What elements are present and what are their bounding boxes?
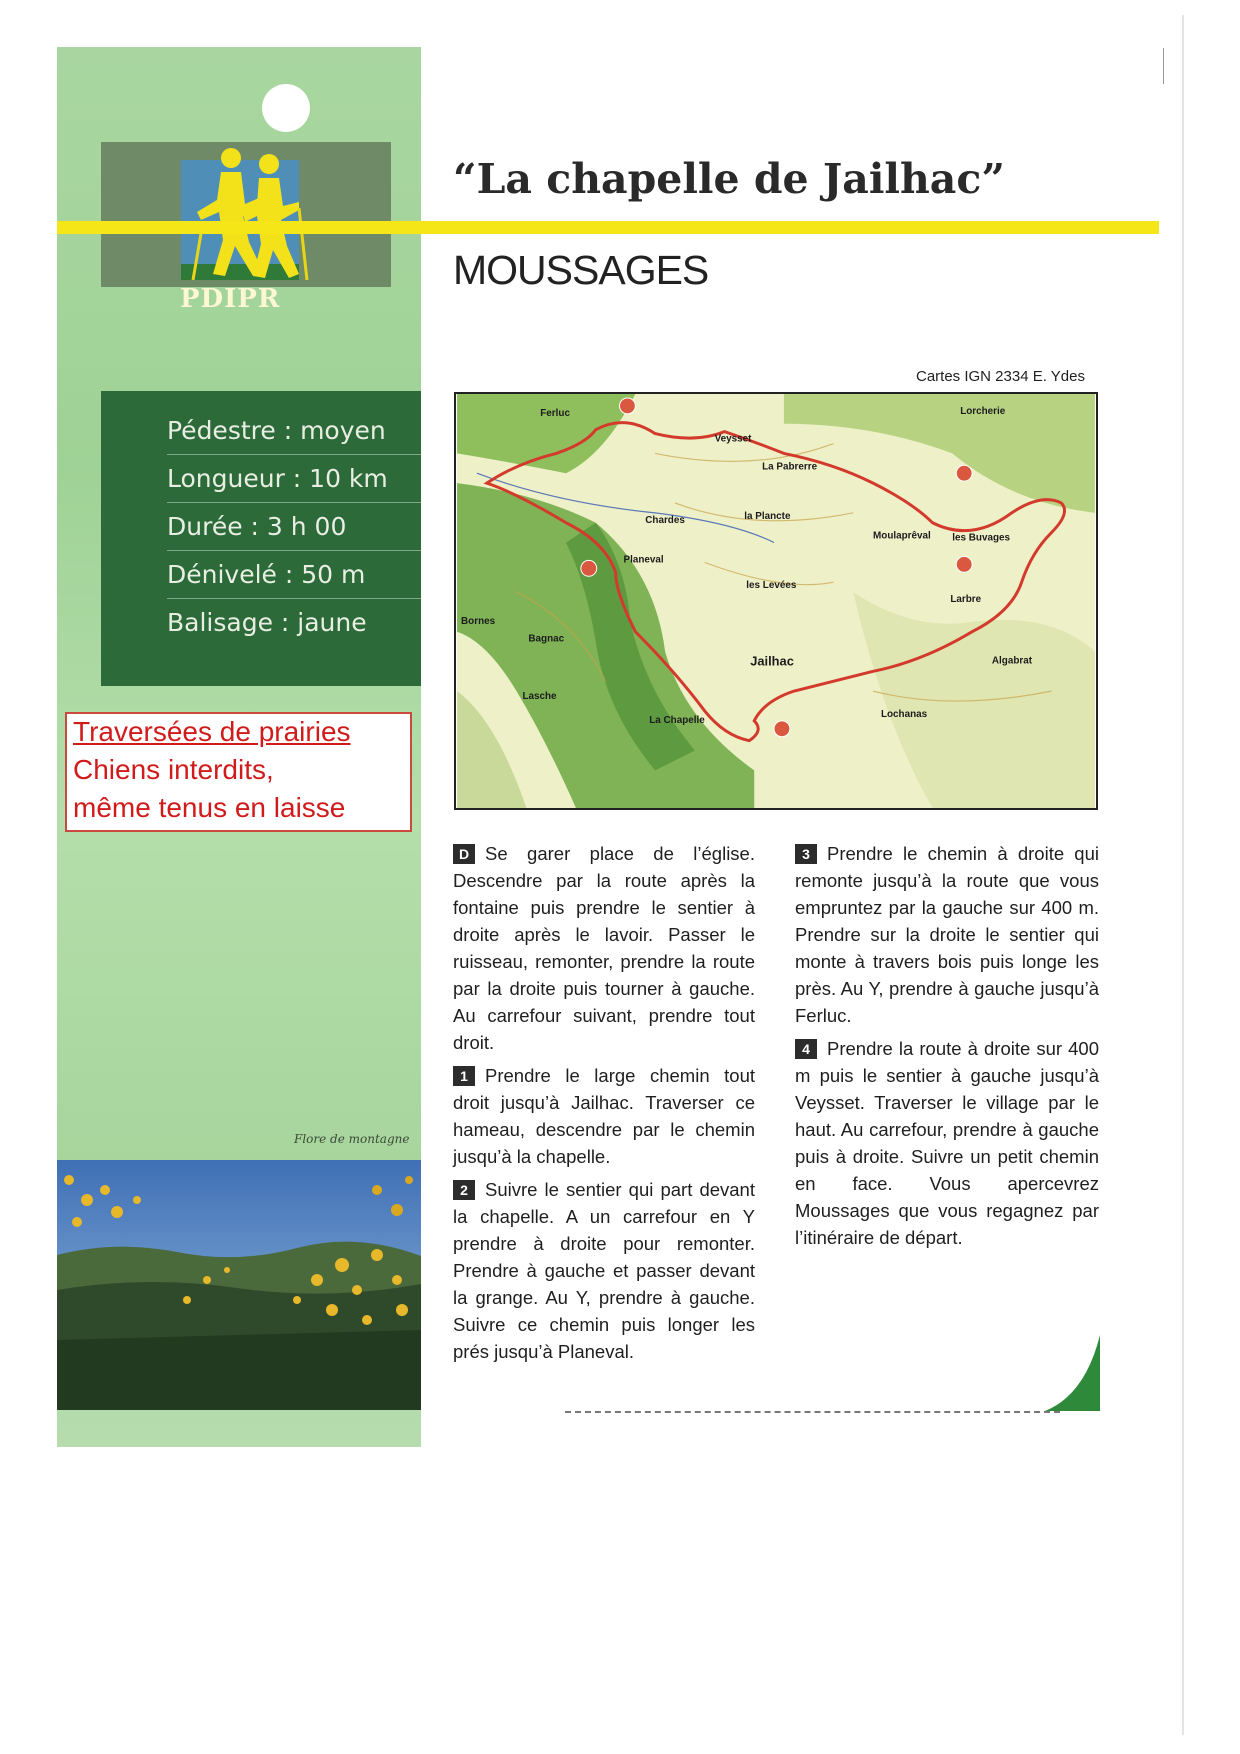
svg-text:Lasche: Lasche (522, 691, 557, 703)
yellow-band (57, 221, 1159, 234)
flora-photo (57, 1160, 421, 1410)
svg-text:Algabrat: Algabrat (991, 655, 1033, 667)
svg-text:Veysset: Veysset (714, 433, 752, 445)
step-2 (453, 1176, 755, 1365)
hikers-icon (173, 142, 323, 287)
instructions-column-1 (453, 840, 755, 1371)
step-number: 1 (453, 1066, 475, 1086)
warning-line-2: Chiens interdits, (73, 754, 274, 785)
warning-box (65, 712, 412, 832)
route-map (454, 392, 1098, 810)
page-corner-decoration (1045, 1335, 1105, 1415)
step-text: Prendre le large chemin tout droit jusqu’à Jailhac. Traverser ce hameau, descendre par le chemin jusqu’à la chapelle. (453, 1065, 755, 1167)
info-length: Longueur : 10 km (167, 455, 421, 503)
svg-text:Bornes: Bornes (461, 615, 496, 627)
step-start (453, 840, 755, 1056)
svg-text:Planeval: Planeval (623, 554, 664, 566)
page-edge-line (1182, 15, 1184, 1735)
info-difficulty: Pédestre : moyen (167, 407, 421, 455)
svg-text:Chardes: Chardes (645, 514, 685, 526)
svg-text:les Levées: les Levées (746, 580, 797, 592)
info-marking: Balisage : jaune (167, 608, 367, 637)
page-title: “La chapelle de Jailhac” (453, 155, 1005, 203)
step-text: Suivre le sentier qui part devant la chapelle. A un carrefour en Y prendre à droite pour remonter. Prendre à gauche et passer devant la grange. Au Y, prendre à gauche. Suivre ce chemin puis longer les prés jusqu’à Planeval. (453, 1179, 755, 1362)
instructions-column-2 (795, 840, 1099, 1257)
info-duration: Durée : 3 h 00 (167, 503, 421, 551)
svg-text:la Plancte: la Plancte (744, 510, 791, 522)
step-number: 2 (453, 1180, 475, 1200)
photo-caption: Flore de montagne (294, 1132, 410, 1146)
svg-text:Moulaprêval: Moulaprêval (873, 530, 931, 542)
svg-text:Jailhac: Jailhac (750, 653, 794, 669)
svg-text:Lorcherie: Lorcherie (960, 405, 1006, 417)
svg-text:Larbre: Larbre (950, 593, 982, 605)
step-text: Se garer place de l’église. Descendre par la route après la fontaine puis prendre le sentier à droite après le lavoir. Passer le ruisseau, remonter, prendre la route par la droite puis tourner à gauche. Au carrefour suivant, prendre tout droit. (453, 843, 755, 1053)
step-text: Prendre la route à droite sur 400 m puis le sentier à gauche jusqu’à Veysset. Traverser le village par le haut. Au carrefour, prendre à gauche puis à droite. Suivre un petit chemin en face. Vous apercevrez Moussages que vous regagnez par l’itinéraire de départ. (795, 1038, 1099, 1248)
svg-text:les Buvages: les Buvages (952, 532, 1011, 544)
page-tick-mark (1163, 48, 1164, 84)
step-number: D (453, 844, 475, 864)
warning-line-1: Traversées de prairies (73, 716, 351, 747)
step-1 (453, 1062, 755, 1170)
svg-text:Ferluc: Ferluc (540, 407, 570, 419)
step-text: Prendre le chemin à droite qui remonte jusqu’à la route que vous empruntez par la gauche sur 400 m. Prendre sur la droite le sentier qui monte à travers bois puis longe les près. Au Y, prendre à gauche jusqu’à Ferluc. (795, 843, 1099, 1026)
step-number: 4 (795, 1039, 817, 1059)
svg-text:Lochanas: Lochanas (880, 708, 928, 720)
logo-text: PDIPR (180, 284, 281, 314)
pdipr-logo (101, 142, 391, 287)
svg-text:Bagnac: Bagnac (528, 633, 565, 645)
step-4 (795, 1035, 1099, 1251)
trail-info-box (101, 391, 421, 686)
map-caption: Cartes IGN 2334 E. Ydes (916, 368, 1085, 385)
svg-text:La Chapelle: La Chapelle (649, 714, 705, 726)
svg-text:La Pabrerre: La Pabrerre (762, 461, 818, 473)
warning-line-3: même tenus en laisse (73, 792, 346, 823)
bottom-rule (565, 1411, 1060, 1413)
info-elevation: Dénivelé : 50 m (167, 551, 421, 599)
punch-hole (262, 84, 310, 132)
step-number: 3 (795, 844, 817, 864)
page-subtitle: MOUSSAGES (453, 247, 709, 293)
step-3 (795, 840, 1099, 1029)
